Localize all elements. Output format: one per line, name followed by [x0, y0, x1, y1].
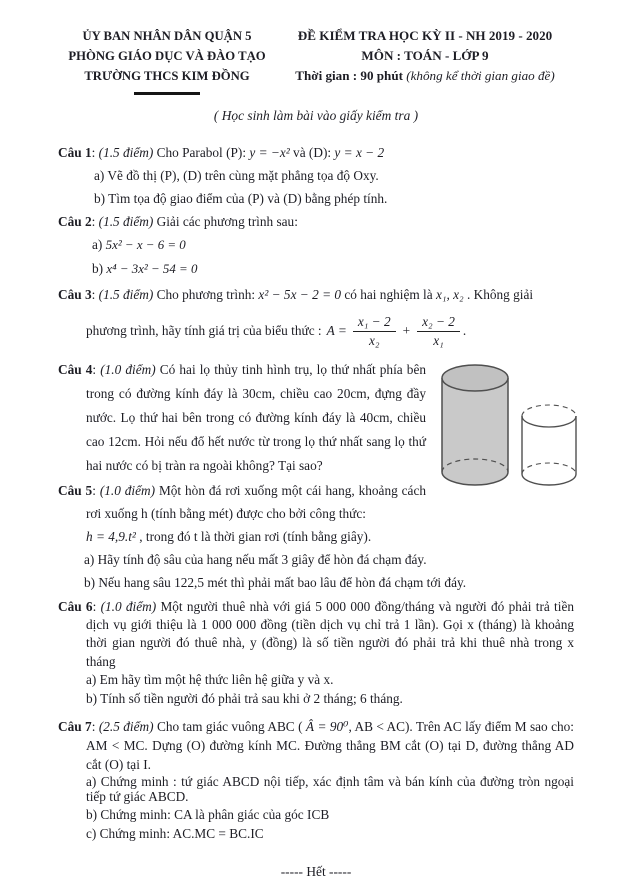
question-2b: b) x⁴ − 3x² − 54 = 0 [92, 260, 198, 276]
cylinder-figure [434, 356, 584, 498]
question-7a: a) Chứng minh : tứ giác ABCD nội tiếp, xác định tâm và bán kính của đường tròn ngoại tiếp tứ giác ABCD. [86, 773, 574, 805]
q2-label: Câu 2 [58, 213, 92, 229]
q3-expression: phương trình, hãy tính giá trị của biểu thức : A = $\frac{\text{x₁ − 2}}{\text{x₂}}$ + $\frac{\text{x₂ − 2}}{\text{x₁}}$ . [86, 313, 467, 348]
question-4: Câu 4: (1.0 điểm) Có hai lọ thủy tinh hình trụ, lọ thứ nhất phía bên trong có đường kính đáy là 30cm, chiều cao 20cm, đựng đầy nước. Lọ thứ hai bên trong có đường kính đáy là 40cm, chiều cao 12cm. Hỏi nếu đổ hết nước từ trong lọ thứ nhất sang lọ thứ hai nước có bị tràn ra ngoài không? Tại sao? [58, 361, 426, 473]
q6-label: Câu 6 [58, 598, 93, 614]
exam-title: ĐỀ KIỂM TRA HỌC KỲ II - NH 2019 - 2020 [297, 28, 553, 43]
two-cylinders-drawing [434, 356, 584, 498]
question-5b: b) Nếu hang sâu 122,5 mét thì phải mất bao lâu để hòn đá chạm tới đáy. [84, 574, 467, 590]
question-6-block [58, 598, 574, 708]
question-7b: b) Chứng minh: CA là phân giác của góc ICB [86, 806, 330, 822]
question-7c: c) Chứng minh: AC.MC = BC.IC [86, 825, 264, 841]
org-line-1: ỦY BAN NHÂN DÂN QUẬN 5 [82, 29, 252, 43]
question-3-title: Câu 3: (1.5 điểm) Cho phương trình: x² − 5x − 2 = 0 có hai nghiệm là x₁, x₂ . Không giải [58, 286, 534, 302]
q7-points: (2.5 điểm) [98, 718, 154, 734]
question-1-title: Câu 1: (1.5 điểm) Cho Parabol (P): y = −x² và (D): y = x − 2 [58, 144, 385, 160]
q6-points: (1.0 điểm) [100, 598, 157, 614]
question-1a: a) Vẽ đồ thị (P), (D) trên cùng mặt phẳng tọa độ Oxy. [94, 167, 379, 183]
q2-points: (1.5 điểm) [98, 213, 154, 229]
exam-subject: MÔN : TOÁN - LỚP 9 [361, 48, 489, 63]
q3-points: (1.5 điểm) [98, 286, 154, 302]
q4-points: (1.0 điểm) [100, 361, 156, 377]
q7-label: Câu 7 [58, 718, 92, 734]
q1-equation-line: y = x − 2 [334, 144, 385, 160]
question-2-title: Câu 2: (1.5 điểm) Giải các phương trình sau: [58, 213, 298, 229]
header-rule [134, 92, 200, 95]
header [58, 26, 574, 95]
q5-label: Câu 5 [58, 482, 93, 498]
q2b-equation: x⁴ − 3x² − 54 = 0 [106, 261, 198, 276]
instruction-note: ( Học sinh làm bài vào giấy kiểm tra ) [213, 107, 419, 123]
question-5-formula: h = 4,9.t² , trong đó t là thời gian rơi (tính bằng giây). [86, 528, 372, 544]
exam-time-note: (không kể thời gian giao đề) [406, 68, 555, 83]
exam-time-duration: Thời gian : 90 phút [295, 68, 407, 83]
question-6: Câu 6: (1.0 điểm) Một người thuê nhà với giá 5 000 000 đồng/tháng và người đó phải trả tiền dịch vụ giới thiệu là 1 000 000 đồng (tiền dịch vụ chỉ trả 1 lần). Gọi x (tháng) là khoảng thời gian người đó thuê nhà, y (đồng) là số tiền người đó phải trả khi thuê nhà trong x tháng [58, 598, 574, 669]
q3-fraction-2: $\frac{\text{x₂ − 2}}{\text{x₁}}$ [417, 313, 460, 349]
q2a-equation: 5x² − x − 6 = 0 [105, 237, 186, 252]
org-line-3: TRƯỜNG THCS KIM ĐỒNG [84, 69, 250, 83]
exam-time [276, 66, 574, 86]
q3-equation: x² − 5x − 2 = 0 [258, 286, 342, 302]
q1-label: Câu 1 [58, 144, 92, 160]
question-6a: a) Em hãy tìm một hệ thức liên hệ giữa y và x. [86, 672, 334, 688]
q7-angle: Â = 90⁰ [305, 718, 349, 734]
q5-points: (1.0 điểm) [99, 482, 156, 498]
question-2a: a) 5x² − x − 6 = 0 [92, 236, 186, 252]
questions [58, 141, 574, 880]
header-left [58, 26, 276, 95]
question-5: Câu 5: (1.0 điểm) Một hòn đá rơi xuống một cái hang, khoảng cách rơi xuống h (tính bằng mét) được cho bởi công thức: [58, 482, 426, 521]
q4-label: Câu 4 [58, 361, 93, 377]
question-1b: b) Tìm tọa độ giao điểm của (P) và (D) bằng phép tính. [94, 190, 388, 206]
end-marker: ----- Hết ----- [280, 863, 352, 879]
q1-equation-parabola: y = −x² [249, 144, 290, 160]
q3-fraction-1: $\frac{\text{x₁ − 2}}{\text{x₂}}$ [353, 313, 396, 349]
q3-roots: x₁, x₂ [435, 286, 464, 302]
question-7-block [58, 717, 574, 843]
q3-expression-lhs: A = [326, 322, 347, 338]
q1-points: (1.5 điểm) [98, 144, 154, 160]
q5-formula: h = 4,9.t² [86, 528, 136, 544]
question-7: Câu 7: (2.5 điểm) Cho tam giác vuông ABC ( Â = 90⁰, AB < AC). Trên AC lấy điểm M sao cho: AM < MC. Dựng (O) đường kính MC. Đường thẳng BM cắt (O) tại D, đường thẳng AD cắt (O) tại I. [58, 718, 574, 772]
q3-label: Câu 3 [58, 286, 92, 302]
org-line-2: PHÒNG GIÁO DỤC VÀ ĐÀO TẠO [68, 49, 266, 63]
question-6b: b) Tính số tiền người đó phải trả sau khi ở 2 tháng; 6 tháng. [86, 690, 403, 706]
header-right [276, 26, 574, 95]
question-4-5-block [58, 358, 574, 594]
question-5a: a) Hãy tính độ sâu của hang nếu mất 3 giây để hòn đá chạm đáy. [84, 551, 427, 567]
plus-sign: + [402, 322, 411, 338]
